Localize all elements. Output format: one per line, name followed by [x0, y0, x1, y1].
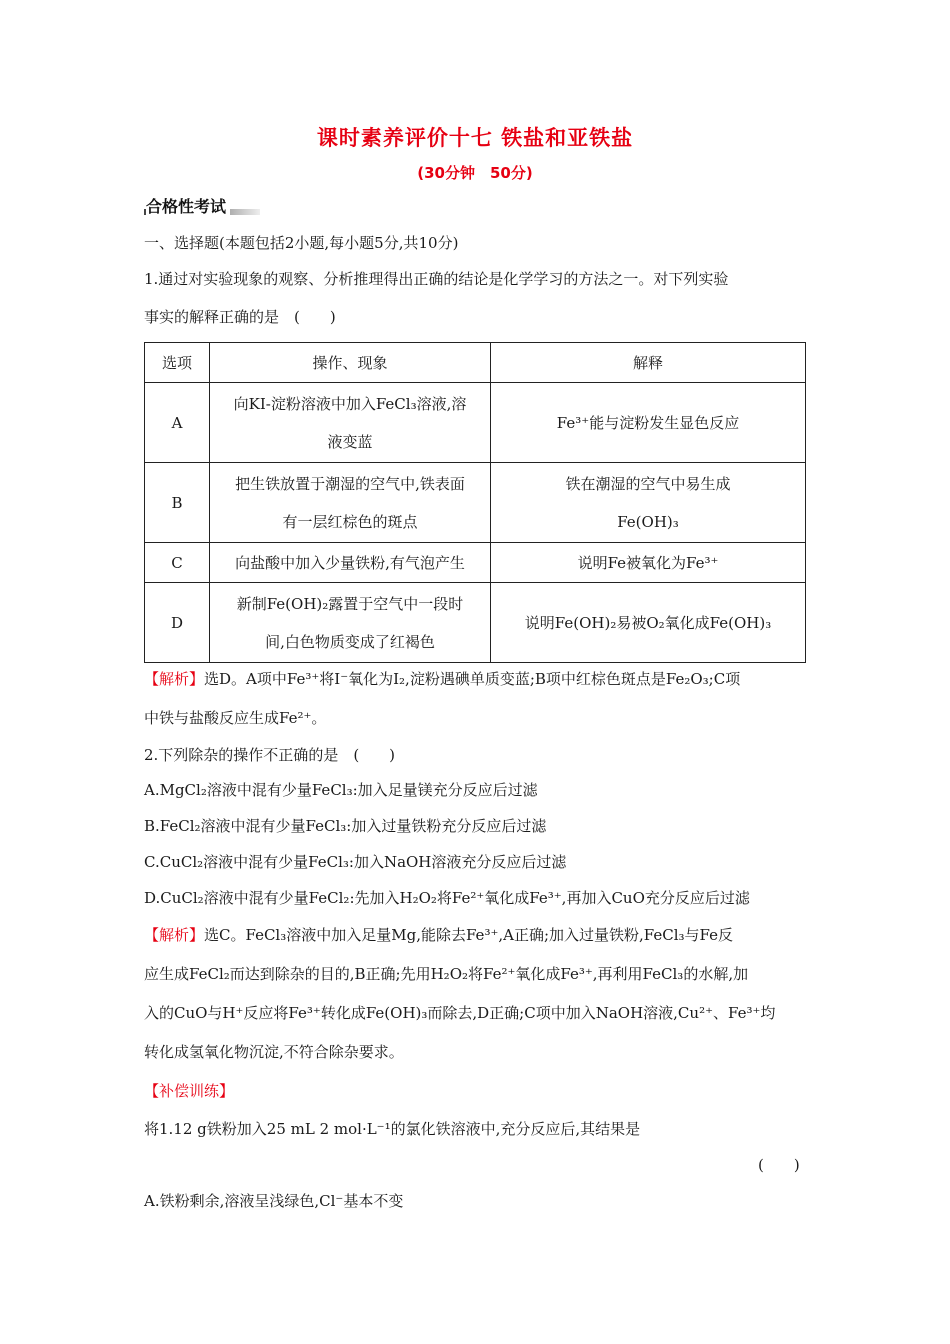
- table-cell-explain: [491, 583, 806, 663]
- analysis-text: 选C。FeCl₃溶液中加入足量Mg,能除去Fe³⁺,A正确;加入过量铁粉,FeCl₃与Fe反: [204, 926, 734, 944]
- table-cell-line: 间,白色物质变成了红褐色: [265, 632, 435, 651]
- table-cell-explain: [491, 463, 806, 543]
- table-cell-option: D: [145, 583, 210, 663]
- q2-stem: 2.下列除杂的操作不正确的是 ( ): [144, 746, 396, 764]
- q1-stem-line2: 事实的解释正确的是 ( ): [144, 308, 336, 326]
- q2-option-d: D.CuCl₂溶液中混有少量FeCl₂:先加入H₂O₂将Fe²⁺氧化成Fe³⁺,再加入CuO充分反应后过滤: [144, 889, 750, 907]
- q2-analysis-line2: 应生成FeCl₂而达到除杂的目的,B正确;先用H₂O₂将Fe²⁺氧化成Fe³⁺,再利用FeCl₃的水解,加: [144, 965, 749, 983]
- q2-analysis-line4: 转化成氢氧化物沉淀,不符合除杂要求。: [144, 1043, 404, 1061]
- table-header-row: [145, 343, 806, 383]
- table-cell-line: 把生铁放置于潮湿的空气中,铁表面: [235, 474, 465, 493]
- table-cell-line: 向KI-淀粉溶液中加入FeCl₃溶液,溶: [233, 394, 467, 413]
- table-cell-option: C: [145, 543, 210, 583]
- table-cell-line: 新制Fe(OH)₂露置于空气中一段时: [236, 594, 464, 613]
- q2-option-c: C.CuCl₂溶液中混有少量FeCl₃:加入NaOH溶液充分反应后过滤: [144, 853, 567, 871]
- q1-analysis-line2: 中铁与盐酸反应生成Fe²⁺。: [144, 709, 327, 727]
- supplement-bracket: ( ): [758, 1156, 800, 1174]
- q1-analysis-line1: [144, 668, 740, 689]
- table-cell-line: 向盐酸中加入少量铁粉,有气泡产生: [235, 553, 465, 572]
- q2-analysis-line1: [144, 924, 733, 945]
- supplement-option-a: A.铁粉剩余,溶液呈浅绿色,Cl⁻基本不变: [144, 1192, 404, 1210]
- table-cell-line: 说明Fe(OH)₂易被O₂氧化成Fe(OH)₃: [524, 613, 772, 632]
- table-cell-operation: [210, 543, 491, 583]
- supplement-tag: 【补偿训练】: [144, 1082, 235, 1100]
- table-cell-line: Fe³⁺能与淀粉发生显色反应: [556, 413, 740, 432]
- part1-heading: 一、选择题(本题包括2小题,每小题5分,共10分): [144, 234, 459, 252]
- q2-analysis-line3: 入的CuO与H⁺反应将Fe³⁺转化成Fe(OH)₃而除去,D正确;C项中加入NaOH溶液,Cu²⁺、Fe³⁺均: [144, 1004, 776, 1022]
- analysis-text: 选D。A项中Fe³⁺将I⁻氧化为I₂,淀粉遇碘单质变蓝;B项中红棕色斑点是Fe₂O₃;C项: [204, 670, 741, 688]
- table-row: [145, 383, 806, 463]
- table-header-operation: 操作、现象: [210, 343, 491, 383]
- table-cell-operation: [210, 463, 491, 543]
- table-cell-line: Fe(OH)₃: [617, 512, 679, 531]
- table-cell-line: 有一层红棕色的斑点: [282, 512, 418, 531]
- table-row: [145, 463, 806, 543]
- q2-option-a: A.MgCl₂溶液中混有少量FeCl₃:加入足量镁充分反应后过滤: [144, 781, 538, 799]
- section-banner-label: 合格性考试: [146, 194, 230, 217]
- q1-table: [144, 342, 806, 663]
- table-cell-line: 说明Fe被氧化为Fe³⁺: [577, 553, 719, 572]
- q2-option-b: B.FeCl₂溶液中混有少量FeCl₃:加入过量铁粉充分反应后过滤: [144, 817, 547, 835]
- supplement-stem: 将1.12 g铁粉加入25 mL 2 mol·L⁻¹的氯化铁溶液中,充分反应后,其结果是: [144, 1120, 641, 1138]
- page-title: 课时素养评价十七 铁盐和亚铁盐: [316, 126, 634, 150]
- table-cell-explain: [491, 543, 806, 583]
- q1-stem-line1: 1.通过对实验现象的观察、分析推理得出正确的结论是化学学习的方法之一。对下列实验: [144, 270, 729, 288]
- table-cell-line: 铁在潮湿的空气中易生成: [565, 474, 731, 493]
- table-cell-option: A: [145, 383, 210, 463]
- table-cell-option: B: [145, 463, 210, 543]
- table-header-option: 选项: [145, 343, 210, 383]
- table-header-explain: 解释: [491, 343, 806, 383]
- analysis-tag: 【解析】: [144, 926, 205, 944]
- analysis-tag: 【解析】: [144, 670, 205, 688]
- table-cell-operation: [210, 383, 491, 463]
- section-banner: [144, 194, 260, 216]
- table-row: [145, 543, 806, 583]
- table-cell-line: 液变蓝: [327, 432, 373, 451]
- table-cell-explain: [491, 383, 806, 463]
- page-subtitle: (30分钟 50分): [417, 164, 533, 182]
- table-row: [145, 583, 806, 663]
- table-cell-operation: [210, 583, 491, 663]
